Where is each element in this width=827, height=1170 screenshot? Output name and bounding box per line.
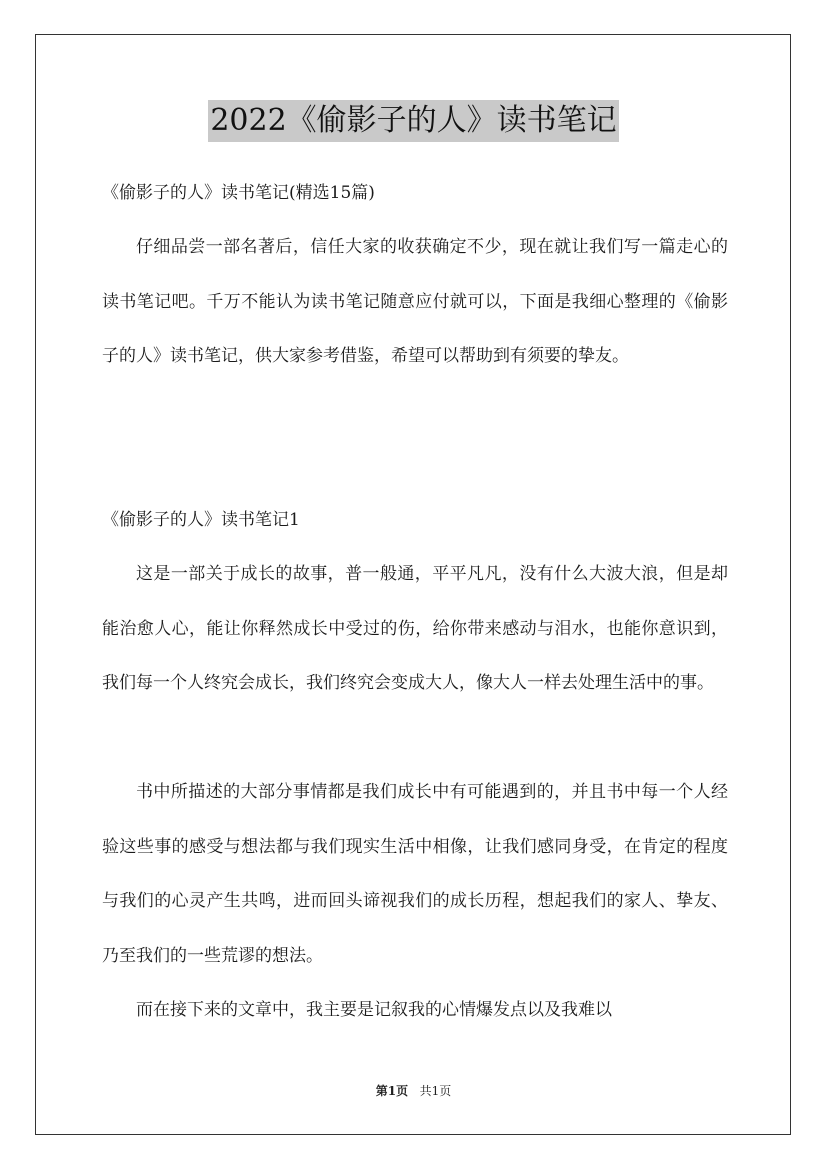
- section1-paragraph-2: 书中所描述的大部分事情都是我们成长中有可能遇到的，并且书中每一个人经验这些事的感受与想法都与我们现实生活中相像，让我们感同身受，在肯定的程度与我们的心灵产生共鸣，进而回头谛视我们的成长历程，想起我们的家人、挚友、乃至我们的一些荒谬的想法。: [102, 782, 728, 966]
- section1-paragraph-1: 这是一部关于成长的故事，普一般通，平平凡凡，没有什么大波大浪，但是却能治愈人心，能让你释然成长中受过的伤，给你带来感动与泪水，也能你意识到，我们每一个人终究会成长，我们终究会变成大人，像大人一样去处理生活中的事。: [102, 564, 728, 693]
- document-subtitle: 《偷影子的人》读书笔记(精选15篇): [102, 183, 375, 203]
- document-title: 2022《偷影子的人》读书笔记: [208, 100, 618, 142]
- page-number: 第1页: [375, 1084, 409, 1098]
- section1-paragraph-3: 而在接下来的文章中，我主要是记叙我的心情爆发点以及我难以: [136, 1000, 612, 1020]
- intro-paragraph: 仔细品尝一部名著后，信任大家的收获确定不少，现在就让我们写一篇走心的读书笔记吧。千万不能认为读书笔记随意应付就可以，下面是我细心整理的《偷影子的人》读书笔记，供大家参考借鉴，希望可以帮助到有须要的挚友。: [102, 237, 728, 366]
- title-container: [0, 100, 827, 142]
- page-footer: [0, 1082, 827, 1100]
- total-pages: 共1页: [419, 1084, 452, 1098]
- section-heading-1: 《偷影子的人》读书笔记1: [102, 510, 300, 530]
